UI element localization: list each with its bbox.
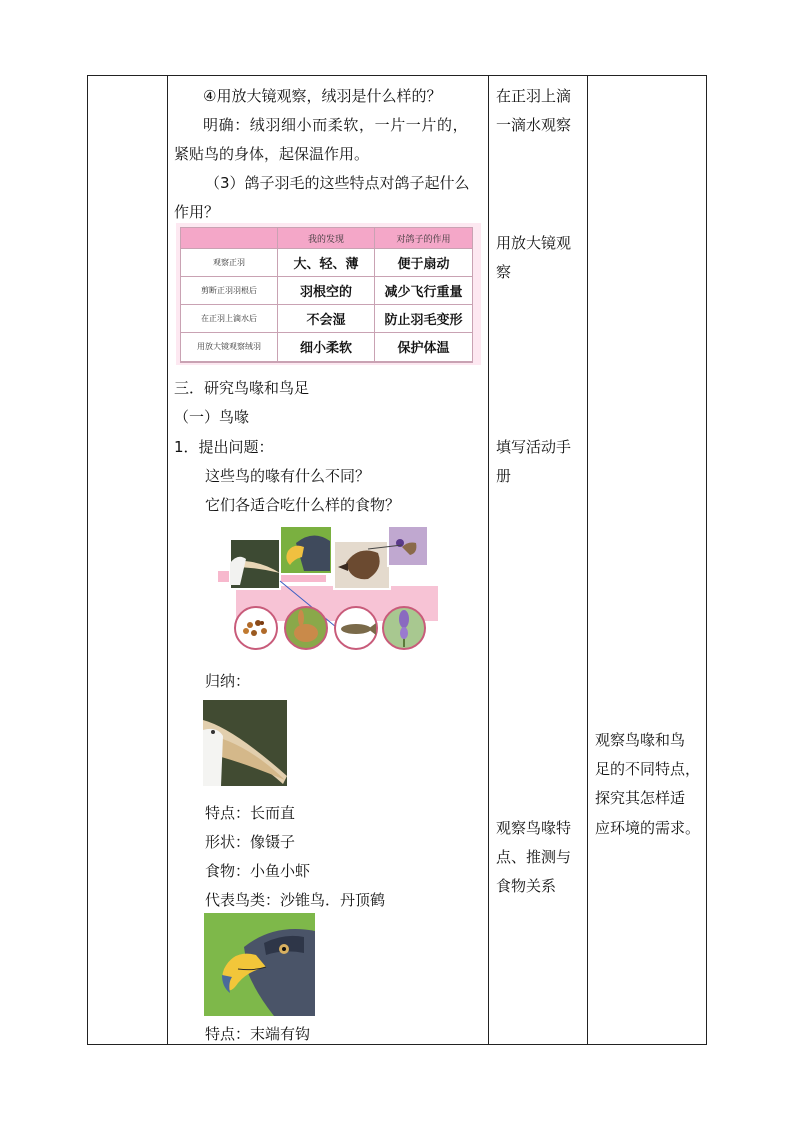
table-cell: 细小柔软 bbox=[278, 333, 375, 361]
clarify-line: 明确：绒羽细小而柔软，一片一片的， bbox=[203, 116, 469, 134]
design-intent: 足的不同特点， bbox=[595, 760, 701, 778]
clarify-line: 紧贴鸟的身体，起保温作用。 bbox=[174, 145, 370, 163]
question-text: 它们各适合吃什么样的食物？ bbox=[205, 496, 401, 514]
activity-text: 在正羽上滴 bbox=[496, 87, 572, 105]
beak-food-graphic bbox=[218, 523, 440, 653]
question-4: ④用放大镜观察，绒羽是什么样的？ bbox=[203, 87, 442, 105]
activity-text: 填写活动手 bbox=[496, 438, 572, 456]
table-cell: 不会湿 bbox=[278, 305, 375, 333]
table-header bbox=[181, 228, 278, 249]
table-cell: 大、轻、薄 bbox=[278, 249, 375, 277]
question-text: 这些鸟的喙有什么不同？ bbox=[205, 467, 371, 485]
activity-text: 点、推测与 bbox=[496, 848, 572, 866]
table-cell: 便于扇动 bbox=[375, 249, 473, 277]
design-intent: 观察鸟喙和鸟 bbox=[595, 731, 686, 749]
activity-text: 用放大镜观 bbox=[496, 234, 572, 252]
table-cell: 剪断正羽羽根后 bbox=[181, 277, 278, 305]
section-heading: 三．研究鸟喙和鸟足 bbox=[174, 379, 310, 397]
activity-text: 一滴水观察 bbox=[496, 116, 572, 134]
table-cell: 羽根空的 bbox=[278, 277, 375, 305]
beak-trait: 特点：长而直 bbox=[205, 804, 296, 822]
feather-findings-table bbox=[176, 223, 481, 365]
activity-text: 食物关系 bbox=[496, 877, 557, 895]
table-cell: 减少飞行重量 bbox=[375, 277, 473, 305]
table-cell: 保护体温 bbox=[375, 333, 473, 361]
summary-label: 归纳： bbox=[205, 672, 251, 690]
activity-text: 册 bbox=[496, 467, 512, 485]
representative-birds: 代表鸟类：沙锥鸟．丹顶鹤 bbox=[205, 891, 386, 909]
activity-text: 察 bbox=[496, 263, 512, 281]
column-divider bbox=[488, 75, 489, 1045]
pelican-photo bbox=[203, 700, 287, 786]
table-cell: 防止羽毛变形 bbox=[375, 305, 473, 333]
table-header: 我的发现 bbox=[278, 228, 375, 249]
table-cell bbox=[375, 361, 473, 362]
table-cell: 用放大镜观察绒羽 bbox=[181, 333, 278, 361]
question-3: （3）鸽子羽毛的这些特点对鸽子起什么 bbox=[205, 174, 470, 192]
pelican-graphic bbox=[203, 700, 287, 786]
beak-food: 食物：小鱼小虾 bbox=[205, 862, 311, 880]
table-cell: 在正羽上滴水后 bbox=[181, 305, 278, 333]
table-cell bbox=[181, 361, 278, 362]
table-header: 对鸽子的作用 bbox=[375, 228, 473, 249]
column-divider bbox=[167, 75, 168, 1045]
design-intent: 探究其怎样适 bbox=[595, 789, 686, 807]
eagle-graphic bbox=[204, 913, 315, 1016]
eagle-photo bbox=[204, 913, 315, 1016]
subsection-heading: （一）鸟喙 bbox=[174, 408, 250, 426]
activity-text: 观察鸟喙特 bbox=[496, 819, 572, 837]
question-3: 作用？ bbox=[174, 203, 220, 221]
design-intent: 应环境的需求。 bbox=[595, 819, 701, 837]
table-cell: 观察正羽 bbox=[181, 249, 278, 277]
beak-food-illustration bbox=[218, 523, 440, 653]
eagle-trait: 特点：末端有钩 bbox=[205, 1025, 311, 1043]
column-divider bbox=[587, 75, 588, 1045]
list-item: 1．提出问题： bbox=[174, 438, 274, 456]
beak-shape: 形状：像镊子 bbox=[205, 833, 296, 851]
table-cell bbox=[278, 361, 375, 362]
